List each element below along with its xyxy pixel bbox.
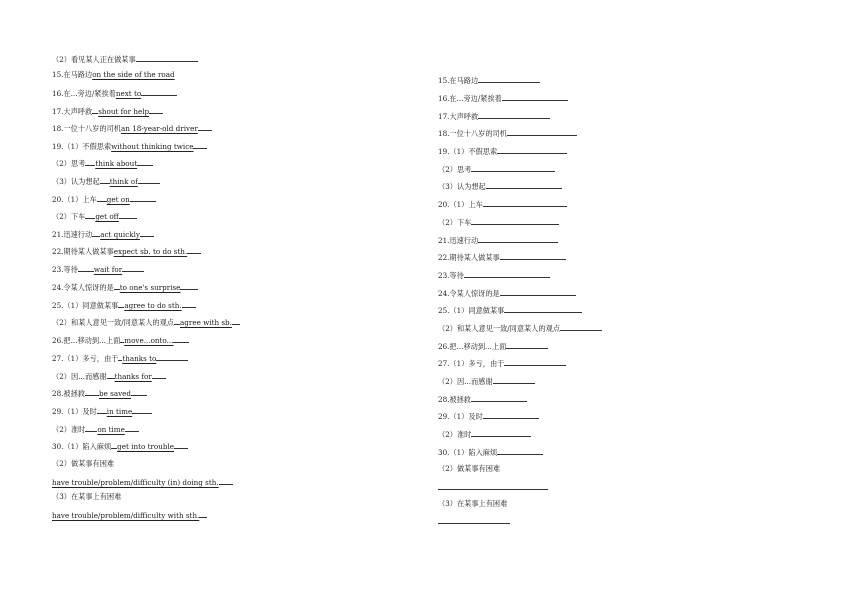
row-r4: 18.一位十八岁的司机 [438,128,577,139]
row-r23: （2）做某事有困难 [438,464,501,473]
row-r6: （2）思考 [438,164,555,175]
row-l17: 26.把...移动到...上面 move...onto... [52,335,189,346]
row-l9: 20.（1）上车 get on [52,194,156,205]
row-l12: 22.期待某人做某事expect sb. to do sth. [52,246,201,257]
row-r5: 19.（1）不假思索 [438,146,567,157]
row-l11: 21.迅速行动 act quickly [52,229,154,240]
row-r24-blank [438,488,548,490]
row-l22: （2）准时 on time [52,424,139,435]
row-l19: （2）因...而感谢 thanks for [52,371,166,382]
row-r13: 24.令某人惊讶的是 [438,288,576,299]
row-l1: （2）看见某人正在做某事 [52,54,198,65]
row-l15: 25.（1）同意做某事 agree to do sth. [52,300,196,311]
row-l23: 30.（1）陷入麻烦 get into trouble [52,441,188,452]
row-l18: 27.（1）多亏，由于 thanks to [52,353,188,364]
row-l5: 18.一位十八岁的司机an 18-year-old driver [52,123,212,134]
row-r11: 22.期待某人做某事 [438,252,566,263]
row-r17: 27.（1）多亏，由于 [438,358,566,369]
row-r15: （2）和某人意见一致/同意某人的观点 [438,323,602,334]
row-r10: 21.迅速行动 [438,235,558,246]
row-r18: （2）因...而感谢 [438,376,535,387]
row-r22: 30.（1）陷入麻烦 [438,447,543,458]
row-r9: （2）下车 [438,217,559,228]
row-r25: （3）在某事上有困难 [438,499,508,508]
row-l2: 15.在马路边on the side of the road [52,70,175,79]
row-r26-blank [438,522,510,524]
row-r20: 29.（1）及时 [438,411,539,422]
row-l21: 29.（1）及时 in time [52,406,152,417]
row-l3: 16.在...旁边/紧挨着next to [52,88,177,99]
row-l25: have trouble/problem/difficulty (in) doing sth. [52,477,233,488]
row-r12: 23.等待 [438,270,550,281]
row-r14: 25.（1）同意做某事 [438,305,582,316]
row-r2: 16.在...旁边/紧挨着 [438,93,568,104]
row-r7: （3）认为想起 [438,181,562,192]
row-r1: 15.在马路边 [438,75,540,86]
row-l24: （2）做某事有困难 [52,459,115,468]
row-l13: 23.等待 wait for [52,264,144,275]
row-r16: 26.把...移动到...上面 [438,341,548,352]
row-r3: 17.大声呼救 [438,111,550,122]
row-r21: （2）准时 [438,429,531,440]
row-l4: 17.大声呼救 shout for help [52,106,163,117]
row-l7: （2）思考 think about [52,158,153,169]
row-l20: 28.被拯救 be saved [52,388,147,399]
row-l16: （2）和某人意见一致/同意某人的观点 agree with sb. [52,317,240,328]
row-l8: （3）认为想起 think of [52,176,160,187]
row-l10: （2）下车 get off [52,211,137,222]
row-r19: 28.被拯救 [438,394,527,405]
row-l27: have trouble/problem/difficulty with sth. [52,510,207,521]
row-l26: （3）在某事上有困难 [52,492,122,501]
row-l14: 24.令某人惊讶的是 to one's surprise [52,282,198,293]
row-r8: 20.（1）上车 [438,199,567,210]
row-l6: 19.（1）不假思索without thinking twice [52,141,207,152]
